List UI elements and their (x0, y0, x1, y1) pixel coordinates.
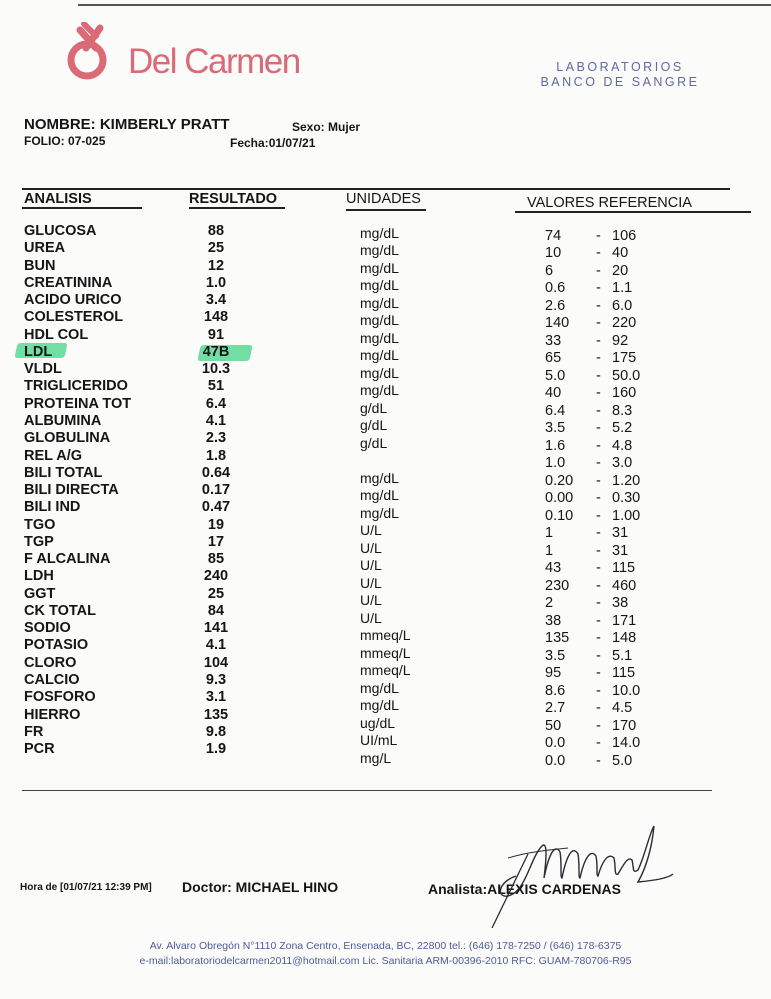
reference-high: 115 (612, 560, 636, 577)
reference-high: 3.0 (612, 455, 633, 472)
reference-high: 8.3 (612, 402, 633, 419)
reference-separator: - (596, 665, 601, 682)
folio-value: 07-025 (68, 134, 106, 148)
unit-value: U/L (360, 557, 382, 574)
unit-value: mg/dL (360, 469, 399, 486)
reference-high: 460 (612, 577, 637, 594)
brand-name: Del Carmen (128, 42, 300, 81)
unit-value: mmeq/L (360, 627, 411, 644)
handwritten-signature-icon (468, 818, 678, 928)
reference-separator: - (596, 402, 601, 419)
reference-high: 1.00 (612, 507, 641, 524)
reference-separator: - (596, 455, 601, 472)
unit-value: mg/dL (360, 294, 399, 311)
analysis-name: TGO (24, 516, 56, 533)
time-row (20, 882, 152, 893)
reference-high: 115 (612, 665, 636, 682)
unit-value: UI/mL (360, 732, 398, 749)
reference-high: 31 (612, 542, 629, 559)
col-reference: VALORES REFERENCIA (527, 195, 692, 211)
analysis-name: GLOBULINA (24, 430, 111, 447)
reference-low: 0.00 (545, 490, 574, 507)
unit-value: mg/dL (360, 364, 399, 381)
reference-high: 4.5 (612, 700, 633, 717)
unit-value: U/L (360, 592, 382, 609)
reference-high: 5.1 (612, 647, 633, 664)
reference-separator: - (596, 507, 601, 524)
reference-high: 170 (612, 717, 637, 734)
analysis-name: LDH (24, 568, 54, 585)
reference-high: 1.20 (612, 472, 641, 489)
col-result: RESULTADO (189, 191, 278, 207)
result-value: 3.4 (205, 292, 227, 309)
analysis-name: COLESTEROL (24, 309, 124, 326)
analysis-name: SODIO (24, 620, 71, 637)
header-underline-result (189, 207, 285, 209)
reference-high: 5.0 (612, 752, 633, 769)
reference-high: 6.0 (612, 297, 633, 314)
unit-value: U/L (360, 574, 382, 591)
result-value: 88 (207, 223, 225, 239)
reference-separator: - (596, 332, 601, 349)
unit-value: mg/dL (360, 697, 399, 714)
analysis-name: LDL (24, 343, 53, 360)
analysis-name: BILI TOTAL (24, 464, 103, 481)
analysis-name: PCR (24, 741, 55, 758)
analysis-name: REL A/G (24, 447, 83, 464)
reference-low: 0.0 (545, 752, 566, 769)
result-value: 0.17 (201, 482, 231, 499)
reference-separator: - (596, 577, 601, 594)
reference-high: 38 (612, 595, 629, 612)
reference-low: 33 (545, 332, 562, 349)
reference-separator: - (596, 560, 601, 577)
result-value: 0.47 (201, 499, 231, 516)
reference-low: 1.6 (545, 437, 566, 454)
reference-low: 2 (545, 595, 554, 612)
reference-high: 0.30 (612, 490, 641, 507)
top-border-line (78, 4, 771, 6)
reference-separator: - (596, 280, 601, 297)
reference-separator: - (596, 228, 601, 244)
result-value: 1.9 (205, 741, 227, 758)
analysis-name: GGT (24, 585, 56, 602)
reference-low: 6.4 (545, 402, 566, 419)
sex-value: Mujer (328, 120, 361, 134)
result-value: 17 (207, 533, 225, 550)
reference-low: 3.5 (545, 647, 566, 664)
reference-separator: - (596, 315, 601, 332)
del-carmen-logo-icon (66, 22, 114, 82)
unit-value: U/L (360, 539, 382, 556)
analysis-name: UREA (24, 240, 66, 257)
analysis-name: F ALCALINA (24, 551, 111, 568)
analysis-name: CALCIO (24, 672, 80, 689)
unit-value: mg/dL (360, 504, 399, 521)
doctor-name: MICHAEL HINO (235, 879, 339, 895)
unit-value: mg/dL (360, 242, 399, 259)
reference-low: 10 (545, 245, 562, 262)
result-value: 85 (207, 551, 225, 568)
analysis-name: ACIDO URICO (24, 292, 122, 309)
footer-contact: e-mail:laboratoriodelcarmen2011@hotmail.com Lic. Sanitaria ARM-00396-2010 RFC: GUAM-780706-R95 (139, 955, 632, 967)
unit-value: g/dL (360, 434, 388, 451)
date-label: Fecha: (230, 136, 269, 150)
unit-value: g/dL (360, 399, 388, 416)
result-value: 4.1 (205, 412, 227, 429)
result-value: 10.3 (201, 361, 231, 378)
reference-high: 40 (612, 245, 629, 262)
result-value: 12 (207, 257, 225, 274)
reference-separator: - (596, 437, 601, 454)
analysis-name: FOSFORO (24, 689, 96, 706)
reference-low: 65 (545, 350, 562, 367)
result-value: 1.0 (205, 274, 227, 291)
unit-value: mg/dL (360, 225, 399, 241)
reference-low: 230 (545, 577, 570, 594)
result-value: 1.8 (205, 447, 227, 464)
reference-separator: - (596, 752, 601, 769)
time-value: [01/07/21 12:39 PM] (60, 882, 152, 893)
reference-low: 2.7 (545, 700, 566, 717)
reference-separator: - (596, 262, 601, 279)
reference-low: 5.0 (545, 367, 566, 384)
reference-high: 4.8 (612, 437, 633, 454)
analysis-name: CLORO (24, 654, 77, 671)
reference-separator: - (596, 245, 601, 262)
reference-separator: - (596, 525, 601, 542)
sex-label: Sexo: (292, 120, 325, 134)
date-value: 01/07/21 (268, 136, 316, 150)
unit-value: mg/dL (360, 329, 399, 346)
reference-low: 1 (545, 542, 554, 559)
unit-value: mmeq/L (360, 644, 411, 661)
result-value: 135 (203, 706, 229, 723)
header-underline-reference (515, 211, 751, 213)
unit-value: mg/dL (360, 277, 399, 294)
reference-low: 135 (545, 630, 570, 647)
reference-low: 6 (545, 262, 554, 279)
unit-value: U/L (360, 522, 382, 539)
analysis-name: BILI IND (24, 499, 81, 516)
result-value: 51 (207, 378, 225, 395)
header-underline-analysis (22, 207, 142, 209)
lab-title (540, 60, 700, 90)
analysis-name: GLUCOSA (24, 223, 97, 239)
unit-value: mg/dL (360, 487, 399, 504)
result-value: 240 (203, 568, 229, 585)
reference-separator: - (596, 385, 601, 402)
reference-separator: - (596, 735, 601, 752)
bottom-rule (22, 790, 712, 791)
reference-low: 43 (545, 560, 562, 577)
reference-separator: - (596, 490, 601, 507)
reference-high: 5.2 (612, 420, 633, 437)
reference-low: 3.5 (545, 420, 566, 437)
doctor-label: Doctor: (182, 879, 232, 895)
reference-low: 95 (545, 665, 562, 682)
unit-value: mg/dL (360, 347, 399, 364)
time-label: Hora de (20, 882, 58, 893)
result-value: 91 (207, 326, 225, 343)
reference-high: 175 (612, 350, 637, 367)
reference-high: 92 (612, 332, 629, 349)
analysis-name: ALBUMINA (24, 412, 102, 429)
reference-low: 38 (545, 612, 562, 629)
reference-separator: - (596, 682, 601, 699)
result-value: 148 (203, 309, 229, 326)
footer-address: Av. Alvaro Obregón N°1110 Zona Centro, Ensenada, BC, 22800 tel.: (646) 178-7250 / (646) 178-6375 (149, 940, 622, 952)
reference-separator: - (596, 700, 601, 717)
patient-name: KIMBERLY PRATT (99, 116, 230, 133)
reference-separator: - (596, 647, 601, 664)
reference-separator: - (596, 630, 601, 647)
result-value: 25 (207, 240, 225, 257)
reference-separator: - (596, 472, 601, 489)
reference-low: 0.20 (545, 472, 574, 489)
analysis-name: PROTEINA TOT (24, 395, 132, 412)
folio-row (24, 134, 105, 148)
analysis-name: POTASIO (24, 637, 89, 654)
analysis-name: TRIGLICERIDO (24, 378, 128, 395)
unit-value: mmeq/L (360, 662, 411, 679)
unit-value: mg/dL (360, 312, 399, 329)
reference-separator: - (596, 717, 601, 734)
unit-value: g/dL (360, 417, 388, 434)
result-value: 9.3 (205, 672, 227, 689)
reference-high: 148 (612, 630, 637, 647)
unit-value: mg/dL (360, 259, 399, 276)
unit-value: mg/dL (360, 382, 399, 399)
reference-high: 106 (612, 228, 637, 244)
reference-low: 40 (545, 385, 562, 402)
lab-title-line2: BANCO DE SANGRE (540, 75, 700, 89)
reference-low: 140 (545, 315, 570, 332)
header-rule-top (22, 188, 730, 190)
reference-high: 31 (612, 525, 629, 542)
reference-high: 171 (612, 612, 637, 629)
analyst-name: ALEXIS CARDENAS (487, 881, 621, 897)
reference-low: 0.6 (545, 280, 566, 297)
analysis-name: TGP (24, 533, 54, 550)
analysis-name: HIERRO (24, 706, 81, 723)
doctor-row (182, 879, 338, 895)
lab-title-line1: LABORATORIOS (556, 60, 684, 74)
result-value: 19 (207, 516, 225, 533)
reference-separator: - (596, 350, 601, 367)
reference-high: 20 (612, 262, 629, 279)
header-underline-units (346, 209, 426, 211)
analysis-name: HDL COL (24, 326, 89, 343)
reference-low: 50 (545, 717, 562, 734)
date-row (230, 136, 315, 150)
analysis-name: BILI DIRECTA (24, 482, 119, 499)
reference-high: 50.0 (612, 367, 641, 384)
analysis-name: FR (24, 723, 44, 740)
patient-name-label: NOMBRE: (24, 116, 96, 133)
analysis-name: BUN (24, 257, 56, 274)
reference-high: 10.0 (612, 682, 641, 699)
result-value: 47B (202, 343, 230, 360)
result-value: 3.1 (205, 689, 227, 706)
col-units: UNIDADES (346, 191, 421, 207)
reference-high: 220 (612, 315, 637, 332)
reference-low: 1 (545, 525, 554, 542)
result-value: 0.64 (201, 464, 231, 481)
reference-separator: - (596, 612, 601, 629)
reference-separator: - (596, 420, 601, 437)
result-value: 84 (207, 602, 225, 619)
reference-low: 0.10 (545, 507, 574, 524)
unit-value: ug/dL (360, 714, 396, 731)
result-value: 25 (207, 585, 225, 602)
result-value: 6.4 (205, 395, 227, 412)
reference-low: 8.6 (545, 682, 566, 699)
reference-separator: - (596, 367, 601, 384)
result-value: 9.8 (205, 723, 227, 740)
reference-low: 0.0 (545, 735, 566, 752)
reference-separator: - (596, 542, 601, 559)
unit-value: mg/dL (360, 679, 399, 696)
patient-name-row (24, 116, 230, 133)
reference-high: 14.0 (612, 735, 641, 752)
reference-separator: - (596, 595, 601, 612)
reference-low: 2.6 (545, 297, 566, 314)
folio-label: FOLIO: (24, 134, 65, 148)
analysis-name: VLDL (24, 361, 62, 378)
reference-high: 160 (612, 385, 637, 402)
reference-low: 74 (545, 228, 562, 244)
result-value: 104 (203, 654, 229, 671)
patient-sex-row (292, 120, 360, 134)
result-value: 2.3 (205, 430, 227, 447)
result-value: 141 (203, 620, 229, 637)
analysis-name: CK TOTAL (24, 602, 96, 619)
result-value: 4.1 (205, 637, 227, 654)
col-analysis: ANALISIS (24, 191, 92, 207)
reference-high: 1.1 (612, 280, 633, 297)
unit-value: mg/L (360, 749, 392, 766)
reference-low: 1.0 (545, 455, 566, 472)
reference-separator: - (596, 297, 601, 314)
analyst-label: Analista: (428, 881, 488, 897)
unit-value: U/L (360, 609, 382, 626)
analysis-name: CREATININA (24, 274, 113, 291)
